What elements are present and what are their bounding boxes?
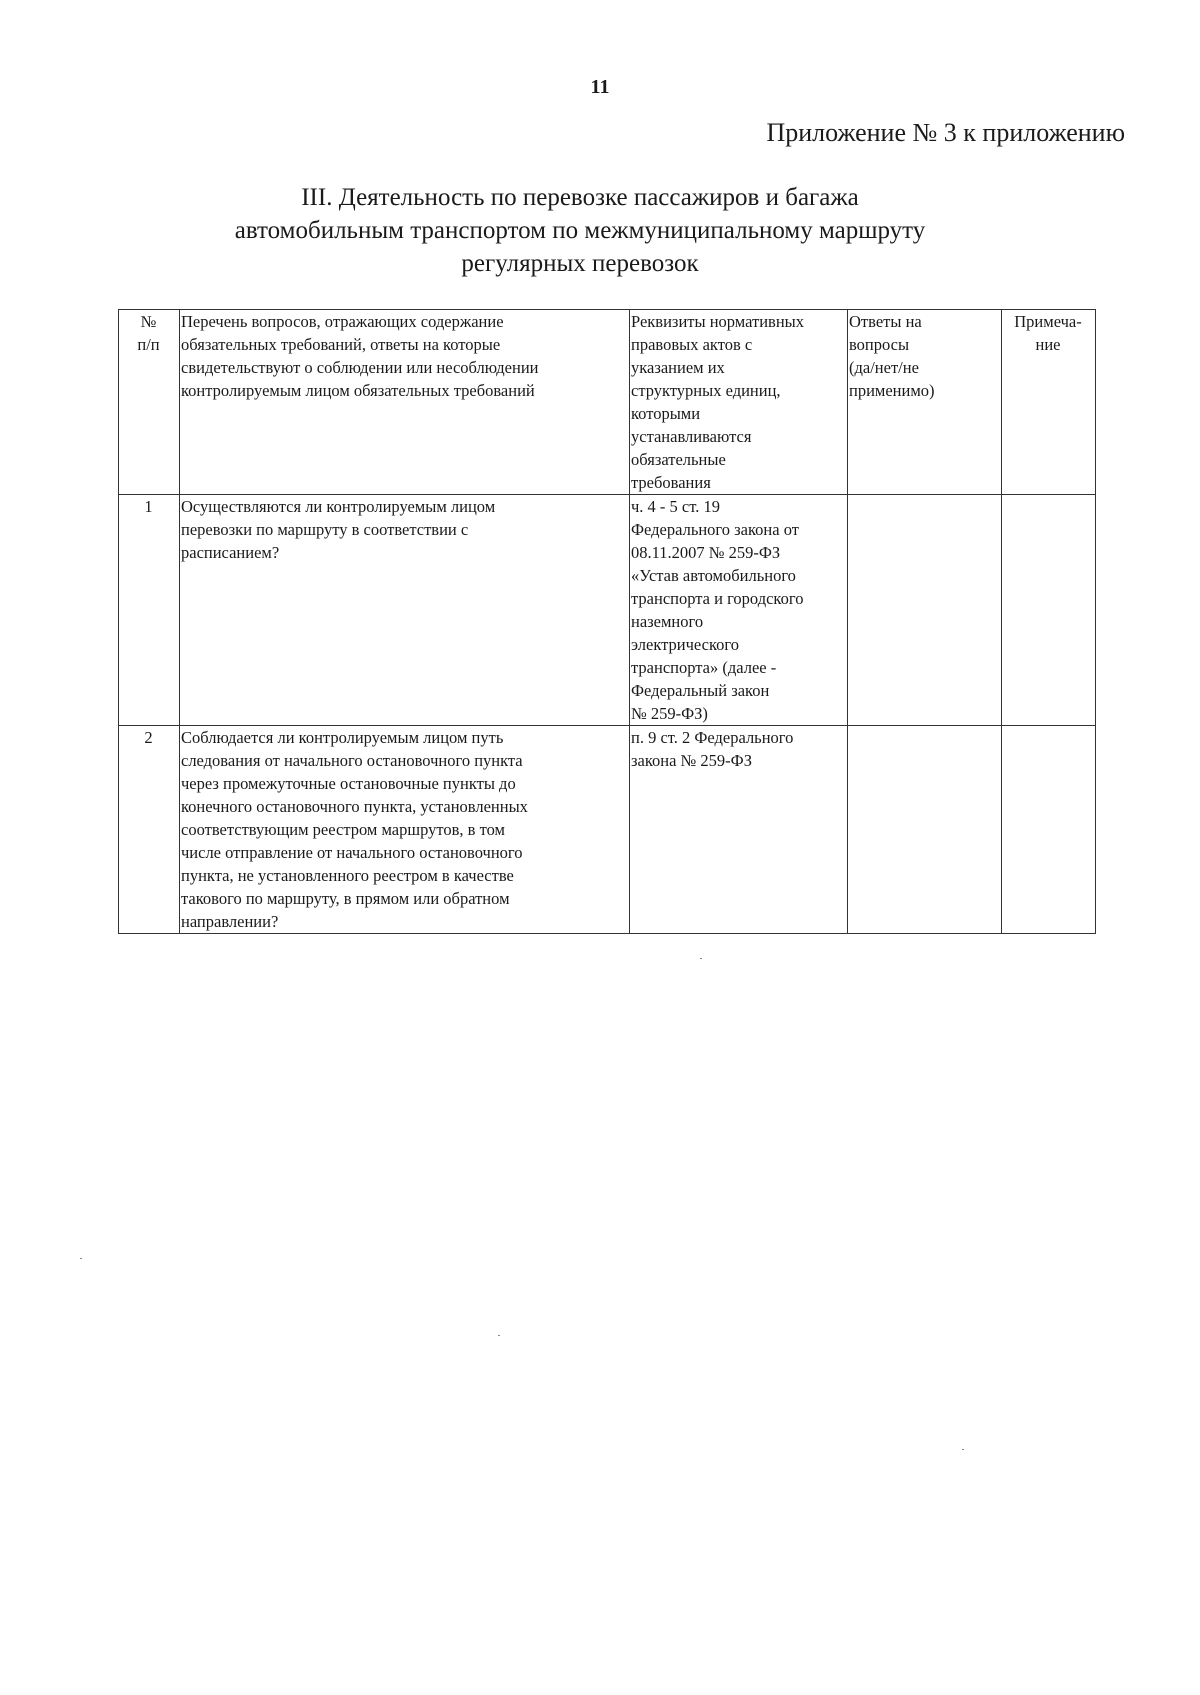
row-note-cell	[1002, 495, 1096, 726]
table-row	[119, 726, 1096, 934]
refs-text-line: закона № 259-ФЗ	[631, 751, 752, 770]
question-text-line: Соблюдается ли контролируемым лицом путь	[181, 728, 504, 747]
header-text-line: контролируемым лицом обязательных требований	[181, 381, 535, 400]
row-num-cell: 1	[119, 495, 180, 726]
header-text-line: применимо)	[849, 381, 935, 400]
header-text-line: устанавливаются	[631, 427, 752, 446]
question-text-line: пункта, не установленного реестром в качестве	[181, 866, 514, 885]
header-text-line: ние	[1035, 335, 1061, 354]
scan-speck	[700, 958, 702, 959]
refs-text-line: ч. 4 - 5 ст. 19	[631, 497, 720, 516]
table-row	[119, 495, 1096, 726]
refs-text-line: транспорта» (далее -	[631, 658, 777, 677]
appendix-label: Приложение № 3 к приложению	[766, 118, 1125, 147]
section-title-line: III. Деятельность по перевозке пассажиров и багажа	[301, 184, 859, 211]
question-text-line: через промежуточные остановочные пункты до	[181, 774, 516, 793]
refs-text-line: № 259-ФЗ)	[631, 704, 708, 723]
row-question-cell	[180, 495, 630, 726]
row-question-cell	[180, 726, 630, 934]
row-note-cell	[1002, 726, 1096, 934]
header-text-line: п/п	[137, 335, 160, 354]
header-text-line: №	[140, 312, 157, 331]
scan-speck	[80, 1258, 82, 1259]
row-refs-cell	[630, 726, 848, 934]
question-text-line: Осуществляются ли контролируемым лицом	[181, 497, 496, 516]
header-text-line: структурных единиц,	[631, 381, 781, 400]
header-question-cell	[180, 310, 630, 495]
question-text-line: перевозки по маршруту в соответствии с	[181, 520, 469, 539]
refs-text-line: «Устав автомобильного	[631, 566, 796, 585]
refs-text-line: Федерального закона от	[631, 520, 799, 539]
row-num-cell: 2	[119, 726, 180, 934]
header-text-line: которыми	[631, 404, 701, 423]
page-number: 11	[590, 76, 610, 98]
refs-text-line: электрического	[631, 635, 740, 654]
question-text-line: направлении?	[181, 912, 279, 931]
header-text-line: свидетельствуют о соблюдении или несоблюдении	[181, 358, 539, 377]
header-answer-cell	[848, 310, 1002, 495]
header-text-line: Перечень вопросов, отражающих содержание	[181, 312, 504, 331]
header-refs-cell	[630, 310, 848, 495]
header-text-line: требования	[631, 473, 711, 492]
header-note-cell	[1002, 310, 1096, 495]
header-text-line: Ответы на	[849, 312, 922, 331]
table-header-row	[119, 310, 1096, 495]
header-text-line: правовых актов с	[631, 335, 753, 354]
header-text-line: указанием их	[631, 358, 725, 377]
header-text-line: Реквизиты нормативных	[631, 312, 804, 331]
row-answer-cell	[848, 726, 1002, 934]
header-num-cell	[119, 310, 180, 495]
refs-text-line: транспорта и городского	[631, 589, 804, 608]
section-title	[150, 181, 1010, 280]
scan-speck	[498, 1335, 500, 1336]
section-title-line: регулярных перевозок	[461, 250, 699, 277]
question-text-line: такового по маршруту, в прямом или обратном	[181, 889, 510, 908]
header-text-line: обязательных требований, ответы на которые	[181, 335, 501, 354]
question-text-line: соответствующим реестром маршрутов, в том	[181, 820, 505, 839]
refs-text-line: п. 9 ст. 2 Федерального	[631, 728, 794, 747]
header-text-line: Примеча-	[1014, 312, 1082, 331]
question-text-line: расписанием?	[181, 543, 280, 562]
row-refs-cell	[630, 495, 848, 726]
header-text-line: обязательные	[631, 450, 726, 469]
refs-text-line: 08.11.2007 № 259-ФЗ	[631, 543, 781, 562]
refs-text-line: наземного	[631, 612, 704, 631]
question-text-line: конечного остановочного пункта, установленных	[181, 797, 528, 816]
scan-speck	[962, 1449, 964, 1450]
question-text-line: числе отправление от начального остановочного	[181, 843, 523, 862]
question-text-line: следования от начального остановочного пункта	[181, 751, 523, 770]
header-text-line: вопросы	[849, 335, 910, 354]
section-title-line: автомобильным транспортом по межмуниципальному маршруту	[234, 217, 926, 244]
header-text-line: (да/нет/не	[849, 358, 919, 377]
row-answer-cell	[848, 495, 1002, 726]
refs-text-line: Федеральный закон	[631, 681, 770, 700]
checklist-table	[118, 309, 1096, 934]
